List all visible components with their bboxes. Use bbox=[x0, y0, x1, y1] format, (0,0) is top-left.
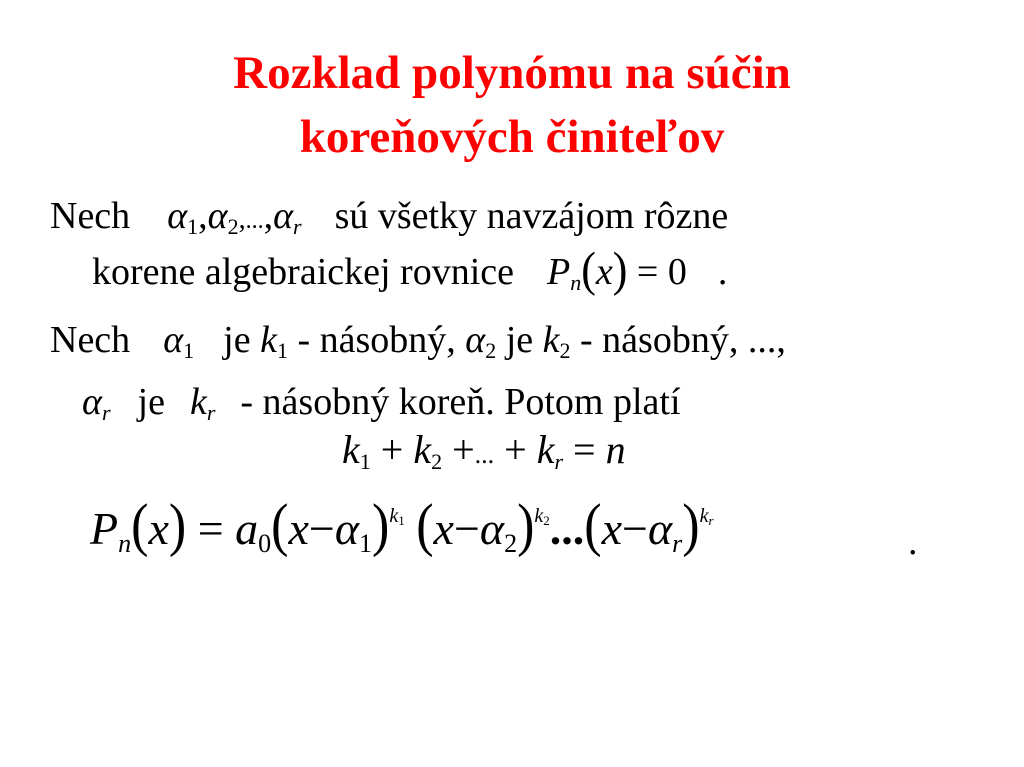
paragraph-1-line-1 bbox=[50, 194, 728, 243]
text-su-vsetky: sú všetky navzájom rôzne bbox=[334, 195, 729, 237]
text-je-1: je bbox=[223, 319, 251, 361]
text-korene: korene algebraickej rovnice bbox=[92, 251, 514, 293]
math-equation-pn-zero: Pn(x) = 0 bbox=[547, 242, 687, 297]
paragraph-1-line-2 bbox=[92, 242, 728, 299]
text-nasobny-koren: - násobný koreň. Potom platí bbox=[240, 381, 681, 423]
text-je-3: je bbox=[137, 381, 165, 423]
paragraph-2-line-2 bbox=[82, 380, 681, 429]
text-nasobny-1: - násobný, bbox=[297, 319, 456, 361]
math-alpha-r: αr bbox=[82, 381, 111, 425]
formula-period: . bbox=[908, 521, 918, 563]
equation-factorization: $Pn(x) = a0(x-\alpha 1)^{k1}$ $(x-\alpha 2)^{k2}...(x-\alpha r)^{kr}$ bbox=[90, 492, 714, 559]
equation-sum-of-multiplicities: k1 + k2 +... + kr = n bbox=[342, 427, 626, 474]
slide-title-line-1: Rozklad polynómu na súčin bbox=[233, 47, 791, 99]
math-alpha-list: α1,α2,...,αr bbox=[167, 195, 302, 239]
text-nech: Nech bbox=[50, 195, 131, 237]
math-k-2: k2 bbox=[542, 319, 571, 363]
math-k-1: k1 bbox=[260, 319, 288, 363]
math-k-r: kr bbox=[189, 381, 216, 425]
paragraph-2-line-1 bbox=[50, 318, 786, 367]
slide-title-line-2: koreňových činiteľov bbox=[299, 111, 725, 163]
text-je-2: je bbox=[505, 319, 534, 361]
math-alpha-2: α2 bbox=[465, 319, 497, 363]
text-nech-2: Nech bbox=[50, 319, 131, 361]
math-alpha-1: α1 bbox=[163, 319, 195, 363]
text-period: . bbox=[717, 251, 728, 293]
text-nasobny-2: - násobný, ..., bbox=[580, 319, 786, 361]
